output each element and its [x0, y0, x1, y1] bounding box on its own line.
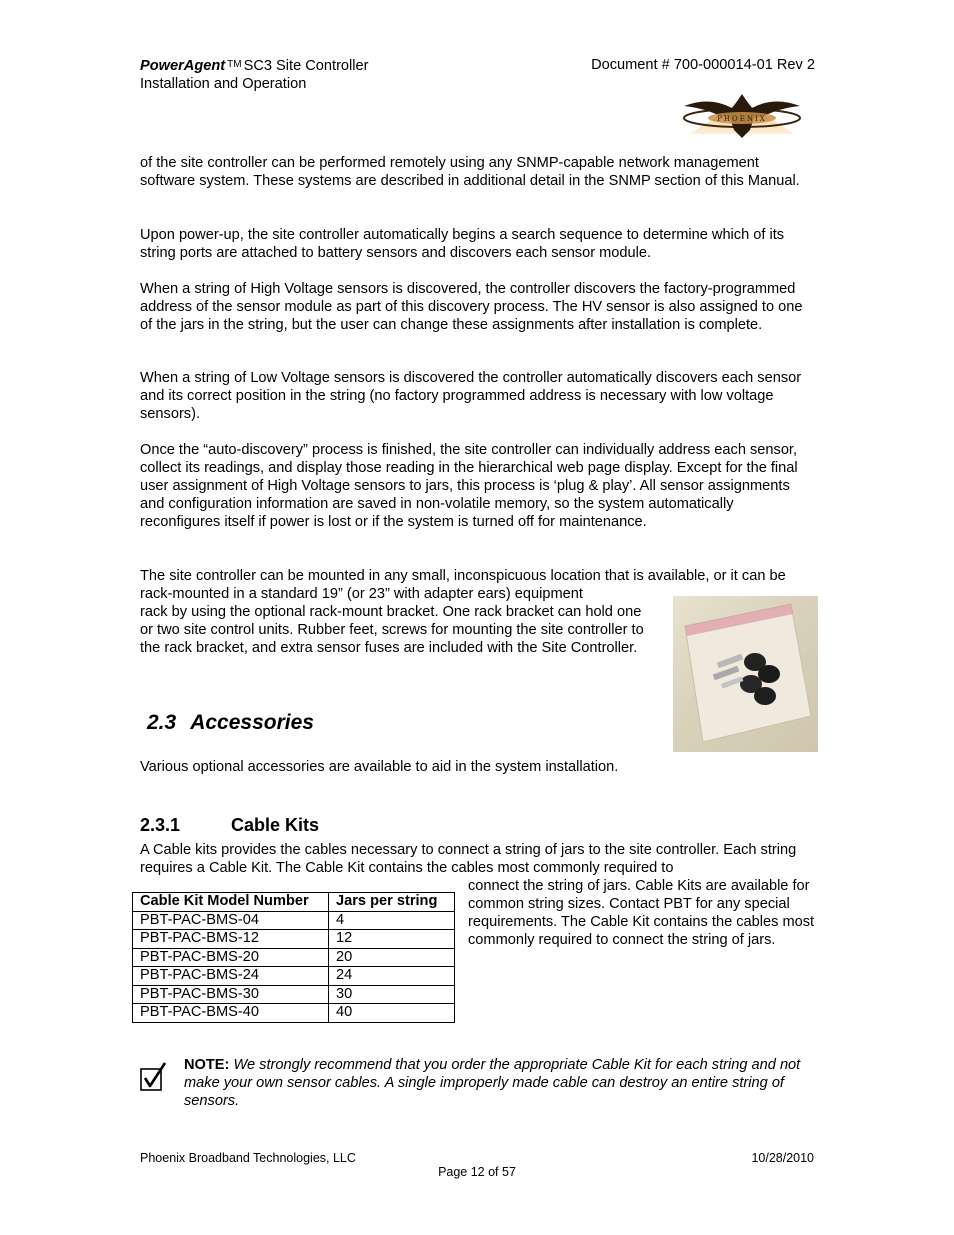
- paragraph-cable-kits-side: connect the string of jars. Cable Kits are available for common string sizes. Contact PBT for any special requirements. The Cable Kit contains the cables most commonly required to connect the string of jars.: [468, 878, 815, 948]
- jars-cell: 4: [329, 911, 455, 930]
- trademark-mark: TM: [227, 59, 242, 70]
- accessory-bag-photo: [673, 596, 818, 752]
- jars-cell: 12: [329, 930, 455, 949]
- paragraph-auto-discovery: Once the “auto-discovery” process is finished, the site controller can individually address each sensor, collect its readings, and display those reading in the hierarchical web page display. Except for the final user assignment of High Voltage sensors to jars, this process is ‘plug & play’. All sensor assignments and configuration information are saved in non-volatile memory, so the system automatically reconfigures itself if power is lost or if the system is turned off for maintenance.: [140, 442, 798, 530]
- section-number: 2.3: [147, 711, 177, 734]
- paragraph-snmp: of the site controller can be performed remotely using any SNMP-capable network management software system. These systems are described in additional detail in the SNMP section of this Manual.: [140, 155, 800, 189]
- document-header-title: [140, 56, 560, 93]
- paragraph-accessories: Various optional accessories are available to aid in the system installation.: [140, 759, 619, 775]
- subsection-heading-cable-kits: [140, 813, 319, 837]
- column-header-jars: Jars per string: [329, 893, 455, 912]
- section-heading-accessories: [147, 709, 314, 737]
- table-row: [133, 1004, 455, 1023]
- checkbox-icon: [140, 1062, 166, 1092]
- model-cell: PBT-PAC-BMS-24: [133, 967, 329, 986]
- note-text: [184, 1056, 818, 1110]
- model-cell: PBT-PAC-BMS-30: [133, 985, 329, 1004]
- paragraph-high-voltage: When a string of High Voltage sensors is discovered, the controller discovers the factory-programmed address of the sensor module as part of this discovery process. The HV sensor is also assigned to one of the jars in the string, but the user can change these assignments after installation is complete.: [140, 281, 803, 333]
- document-number: Document # 700-000014-01 Rev 2: [591, 57, 815, 73]
- subsection-title: Cable Kits: [231, 815, 320, 835]
- column-header-model: Cable Kit Model Number: [133, 893, 329, 912]
- table-row: [133, 930, 455, 949]
- paragraph-low-voltage: When a string of Low Voltage sensors is discovered the controller automatically discovers each sensor and its correct position in the string (no factory programmed address is necessary with low voltage sensors).: [140, 370, 802, 422]
- note-body: We strongly recommend that you order the appropriate Cable Kit for each string and not make your own sensor cables. A single improperly made cable can destroy an entire string of sensors.: [184, 1057, 801, 1109]
- product-title: SC3 Site Controller: [243, 58, 369, 74]
- model-cell: PBT-PAC-BMS-40: [133, 1004, 329, 1023]
- jars-cell: 30: [329, 985, 455, 1004]
- footer-date: 10/28/2010: [751, 1151, 814, 1165]
- table-header-row: [133, 893, 455, 912]
- note-label: NOTE:: [184, 1057, 230, 1073]
- table-row: [133, 967, 455, 986]
- product-name: PowerAgent: [140, 58, 226, 74]
- table-row: [133, 911, 455, 930]
- paragraph-cable-kits-intro: A Cable kits provides the cables necessary to connect a string of jars to the site controller. Each string requires a Cable Kit. The Cable Kit contains the cables most commonly required to: [140, 842, 797, 876]
- jars-cell: 24: [329, 967, 455, 986]
- jars-cell: 40: [329, 1004, 455, 1023]
- jars-cell: 20: [329, 948, 455, 967]
- phoenix-logo: [680, 90, 804, 142]
- table-row: [133, 948, 455, 967]
- page-number: Page 12 of 57: [438, 1165, 516, 1179]
- section-title: Accessories: [190, 711, 314, 734]
- footer-company: Phoenix Broadband Technologies, LLC: [140, 1151, 356, 1165]
- cable-kit-table: [132, 892, 455, 1023]
- model-cell: PBT-PAC-BMS-04: [133, 911, 329, 930]
- paragraph-power-up: Upon power-up, the site controller automatically begins a search sequence to determine which of its string ports are attached to battery sensors and discovers each sensor module.: [140, 227, 785, 261]
- model-cell: PBT-PAC-BMS-12: [133, 930, 329, 949]
- model-cell: PBT-PAC-BMS-20: [133, 948, 329, 967]
- subsection-number: 2.3.1: [140, 815, 181, 835]
- logo-wordmark: PHOENIX: [717, 115, 767, 123]
- paragraph-mounting: The site controller can be mounted in any small, inconspicuous location that is available, or it can be rack-mounted in a standard 19” (or 23” with adapter ears) equipment: [140, 568, 786, 602]
- paragraph-mounting-cont: rack by using the optional rack-mount bracket. One rack bracket can hold one or two site control units. Rubber feet, screws for mounting the site controller to the rack bracket, and extra sensor fuses are included with the Site Controller.: [140, 604, 644, 656]
- header-subtitle: Installation and Operation: [140, 76, 307, 92]
- table-row: [133, 985, 455, 1004]
